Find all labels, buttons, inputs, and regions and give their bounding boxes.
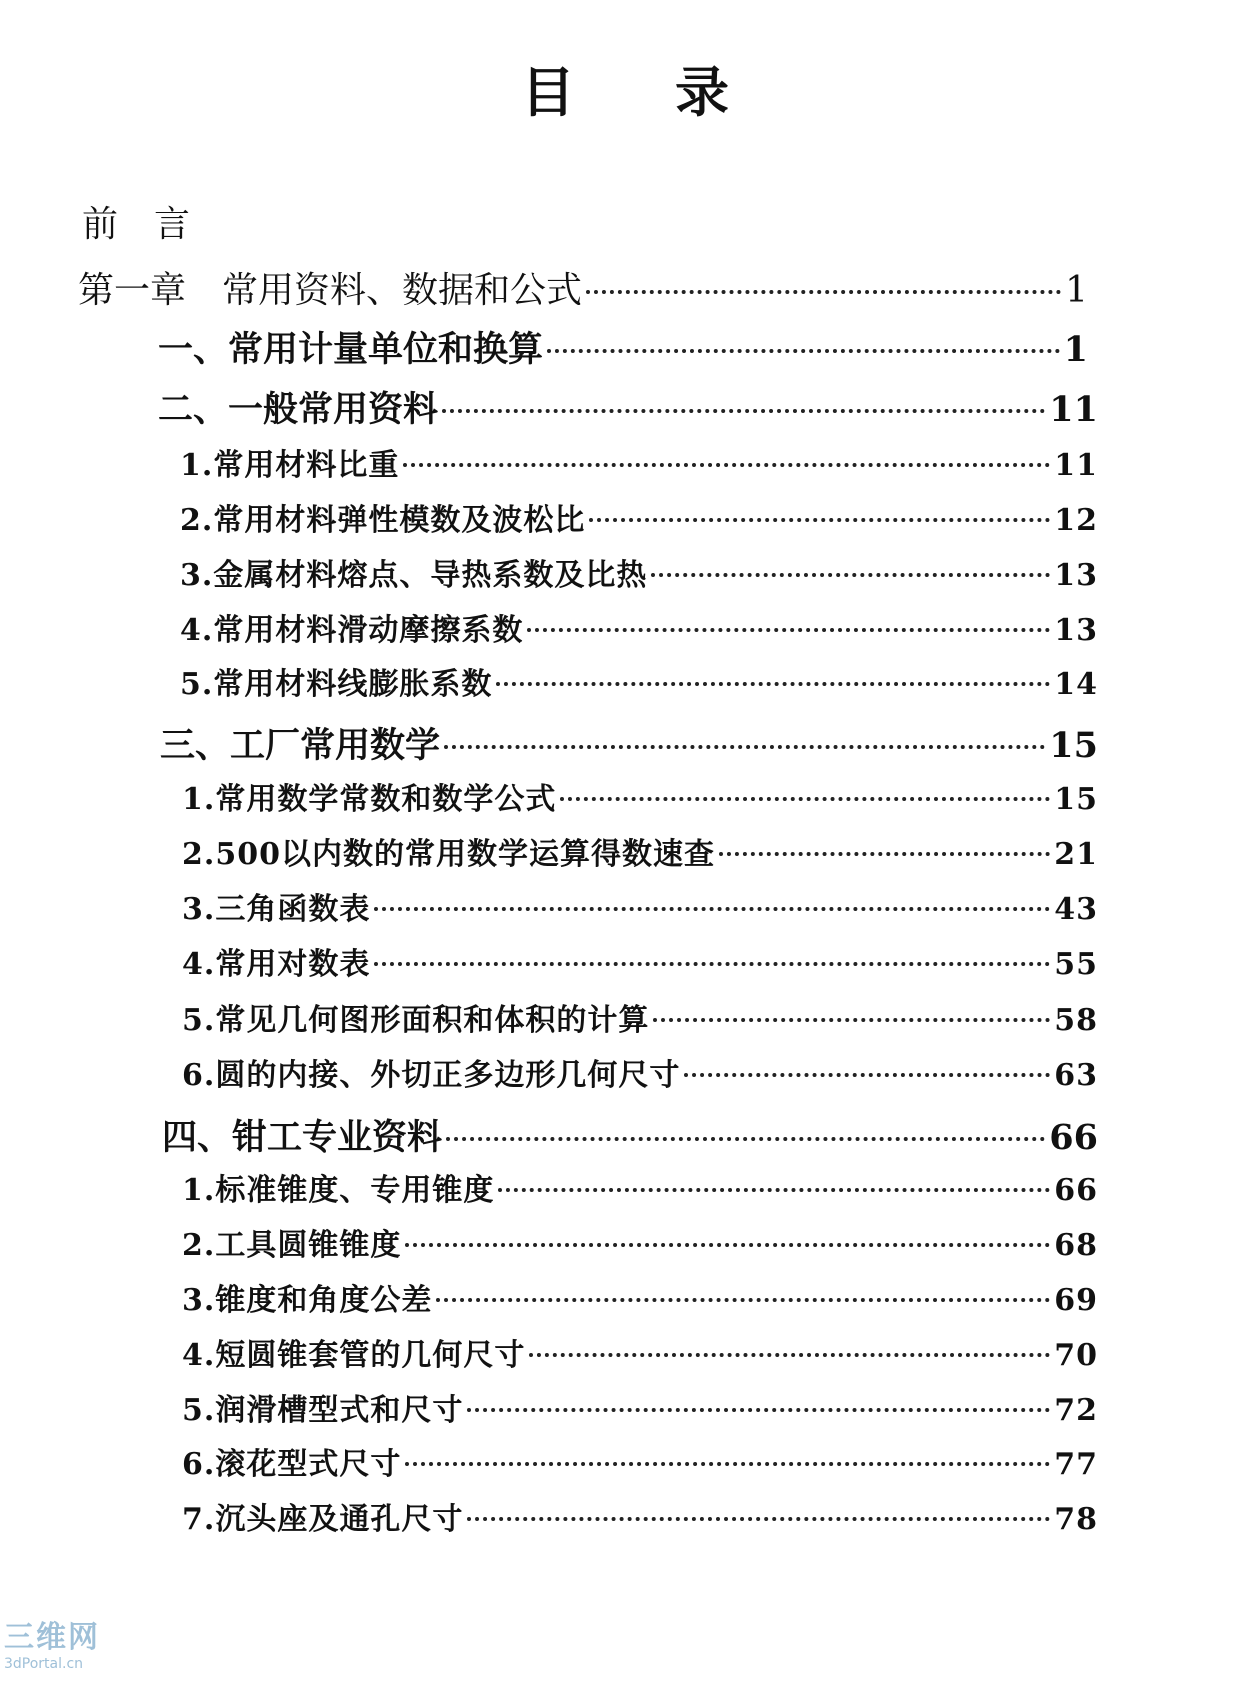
toc-entry-item[interactable] xyxy=(182,1385,1098,1429)
toc-entry-page: 69 xyxy=(1054,1283,1098,1318)
toc-entry-label: 1.常用数学常数和数学公式 xyxy=(182,782,557,817)
toc-entry-chapter-1[interactable] xyxy=(78,262,1088,313)
toc-entry-label: 2.工具圆锥锥度 xyxy=(182,1228,402,1263)
toc-entry-label: 二、一般常用资料 xyxy=(158,389,439,430)
toc-entry-label: 3.金属材料熔点、导热系数及比热 xyxy=(180,558,648,593)
toc-entry-label: 一、常用计量单位和换算 xyxy=(158,329,544,370)
toc-entry-label: 1.常用材料比重 xyxy=(180,448,400,483)
toc-entry-label: 4.常用材料滑动摩擦系数 xyxy=(180,613,524,648)
toc-entry-item[interactable] xyxy=(180,495,1098,539)
toc-entry-label: 2.常用材料弹性模数及波松比 xyxy=(180,503,586,538)
toc-entry-page: 11 xyxy=(1054,448,1098,483)
toc-entry-page: 78 xyxy=(1054,1502,1098,1537)
toc-entry-label: 3.三角函数表 xyxy=(182,892,371,927)
toc-entry-page: 13 xyxy=(1054,558,1098,593)
watermark-bottom-text: 3dPortal.cn xyxy=(4,1656,84,1672)
toc-entry-label: 3.锥度和角度公差 xyxy=(182,1283,433,1318)
toc-entry-item[interactable] xyxy=(180,550,1098,594)
toc-entry-item[interactable] xyxy=(182,1220,1098,1264)
toc-entry-item[interactable] xyxy=(180,440,1098,484)
toc-entry-label: 4.常用对数表 xyxy=(182,947,371,982)
toc-entry-label: 三、工厂常用数学 xyxy=(160,725,441,766)
toc-entry-item[interactable] xyxy=(180,659,1098,703)
toc-entry-section-1[interactable] xyxy=(158,322,1088,372)
toc-entry-label: 第一章 常用资料、数据和公式 xyxy=(78,270,583,311)
toc-entry-item[interactable] xyxy=(182,1165,1098,1209)
toc-entry-page: 1 xyxy=(1065,270,1088,311)
toc-entry-item[interactable] xyxy=(182,1050,1098,1094)
toc-entry-page: 43 xyxy=(1054,892,1098,927)
toc-entry-page: 77 xyxy=(1054,1447,1098,1482)
toc-entry-page: 14 xyxy=(1054,667,1098,702)
toc-entry-item[interactable] xyxy=(182,1330,1098,1374)
toc-entry-page: 66 xyxy=(1054,1173,1098,1208)
title-char-2: 录 xyxy=(675,61,729,124)
watermark-logo xyxy=(4,1612,114,1692)
toc-entry-page: 15 xyxy=(1054,782,1098,817)
toc-entry-page: 70 xyxy=(1054,1338,1098,1373)
toc-entry-page: 72 xyxy=(1054,1393,1098,1428)
toc-entry-page: 13 xyxy=(1054,613,1098,648)
toc-entry-page: 21 xyxy=(1054,837,1098,872)
toc-entry-page: 55 xyxy=(1054,947,1098,982)
watermark-top-text: 三维网 xyxy=(4,1620,100,1655)
toc-entry-label: 6.滚花型式尺寸 xyxy=(182,1447,402,1482)
toc-entry-label: 1.标准锥度、专用锥度 xyxy=(182,1173,495,1208)
toc-entry-page: 63 xyxy=(1054,1058,1098,1093)
toc-entry-item[interactable] xyxy=(182,884,1098,928)
toc-entry-section-4[interactable] xyxy=(162,1110,1098,1160)
page-title xyxy=(0,50,1250,127)
toc-entry-section-3[interactable] xyxy=(160,718,1098,768)
toc-entry-page: 15 xyxy=(1049,725,1098,766)
toc-entry-item[interactable] xyxy=(182,1275,1098,1319)
toc-entry-item[interactable] xyxy=(182,1439,1098,1483)
toc-entry-item[interactable] xyxy=(182,1494,1098,1538)
toc-entry-label: 5.常用材料线膨胀系数 xyxy=(180,667,493,702)
title-char-1: 目 xyxy=(521,61,575,124)
toc-entry-item[interactable] xyxy=(182,995,1098,1039)
toc-entry-item[interactable] xyxy=(182,774,1098,818)
toc-entry-page: 58 xyxy=(1054,1003,1098,1038)
toc-entry-page: 66 xyxy=(1049,1117,1098,1158)
toc-entry-label: 5.润滑槽型式和尺寸 xyxy=(182,1393,464,1428)
toc-preface: 前言 xyxy=(82,204,227,245)
toc-entry-label: 2.500以内数的常用数学运算得数速查 xyxy=(182,837,715,872)
toc-entry-page: 12 xyxy=(1054,503,1098,538)
toc-entry-section-2[interactable] xyxy=(158,382,1098,432)
toc-entry-label: 四、钳工专业资料 xyxy=(162,1117,443,1158)
toc-entry-item[interactable] xyxy=(182,829,1098,873)
toc-entry-page: 1 xyxy=(1063,329,1088,370)
toc-entry-item[interactable] xyxy=(182,939,1098,983)
toc-entry-page: 11 xyxy=(1049,389,1098,430)
toc-entry-label: 4.短圆锥套管的几何尺寸 xyxy=(182,1338,526,1373)
toc-entry-item[interactable] xyxy=(180,605,1098,649)
toc-entry-label: 6.圆的内接、外切正多边形几何尺寸 xyxy=(182,1058,681,1093)
toc-entry-label: 5.常见几何图形面积和体积的计算 xyxy=(182,1003,650,1038)
toc-entry-page: 68 xyxy=(1054,1228,1098,1263)
toc-entry-label: 7.沉头座及通孔尺寸 xyxy=(182,1502,464,1537)
